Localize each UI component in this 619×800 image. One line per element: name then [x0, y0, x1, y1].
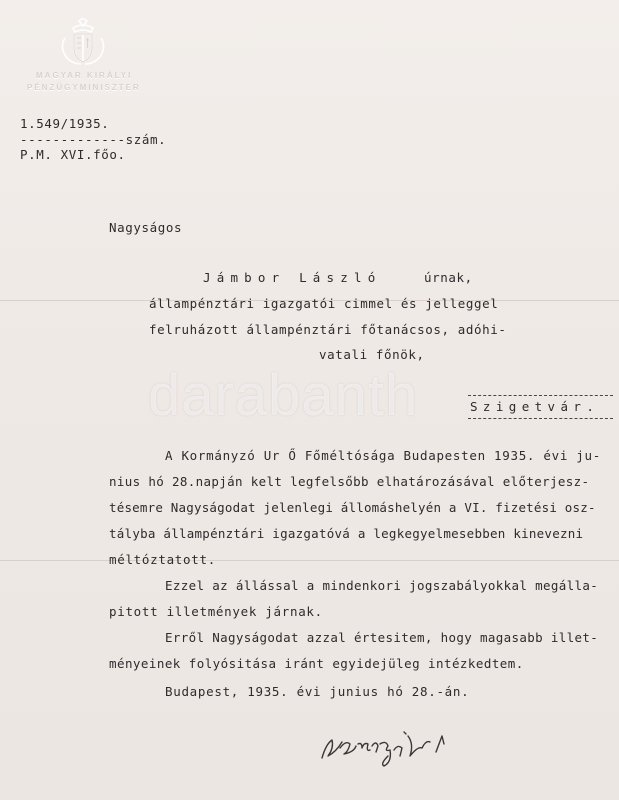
body-line: pitott illetmények járnak. [109, 604, 323, 619]
body-line: nius hó 28.napján kelt legfelsőbb elhatározásával előterjesz- [109, 474, 590, 489]
addressee-name: Jámbor László [203, 270, 382, 285]
addressee-city: Szigetvár. [470, 399, 600, 414]
body-line: tályba állampénztári igazgatóvá a legkegyelmesebben kinevezni [109, 526, 584, 541]
body-line: Ezzel az állással a mindenkori jogszabályokkal megálla- [165, 578, 599, 593]
addressee-suffix: úrnak, [424, 270, 473, 285]
body-line: ményeinek folyósitása iránt egyidejüleg intézkedtem. [109, 656, 524, 671]
addressee-title-line: állampénztári igazgatói cimmel és jelleggel [149, 296, 499, 311]
reference-department: P.M. XVI.főo. [20, 147, 126, 162]
watermark: darabanth [148, 363, 419, 428]
body-line: tésemre Nagyságodat jelenlegi állomáshelyén a VI. fizetési osz- [109, 500, 596, 515]
body-line: A Kormányzó Ur Ő Főméltósága Budapesten 1935. évi ju- [165, 448, 601, 463]
letterhead-line1: MAGYAR KIRÁLYI [36, 71, 133, 80]
city-underline [468, 418, 613, 419]
city-overline [468, 395, 613, 396]
salutation: Nagyságos [109, 220, 183, 235]
addressee-title-line: vatali főnök, [319, 347, 425, 362]
handwritten-signature [318, 722, 478, 770]
reference-number: 1.549/1935. [20, 116, 110, 131]
body-line: Erről Nagyságodat azzal értesitem, hogy magasabb illet- [165, 630, 599, 645]
addressee-title-line: felruházott állampénztári főtanácsos, adóhi- [149, 322, 507, 337]
body-line: méltóztatott. [109, 552, 216, 567]
paper-fold [0, 560, 619, 561]
date-line: Budapest, 1935. évi junius hó 28.-án. [165, 684, 470, 699]
letterhead-line2: PÉNZÜGYMINISZTER [27, 83, 141, 92]
crest-icon [55, 18, 111, 68]
reference-szam: -------------szám. [20, 132, 167, 147]
